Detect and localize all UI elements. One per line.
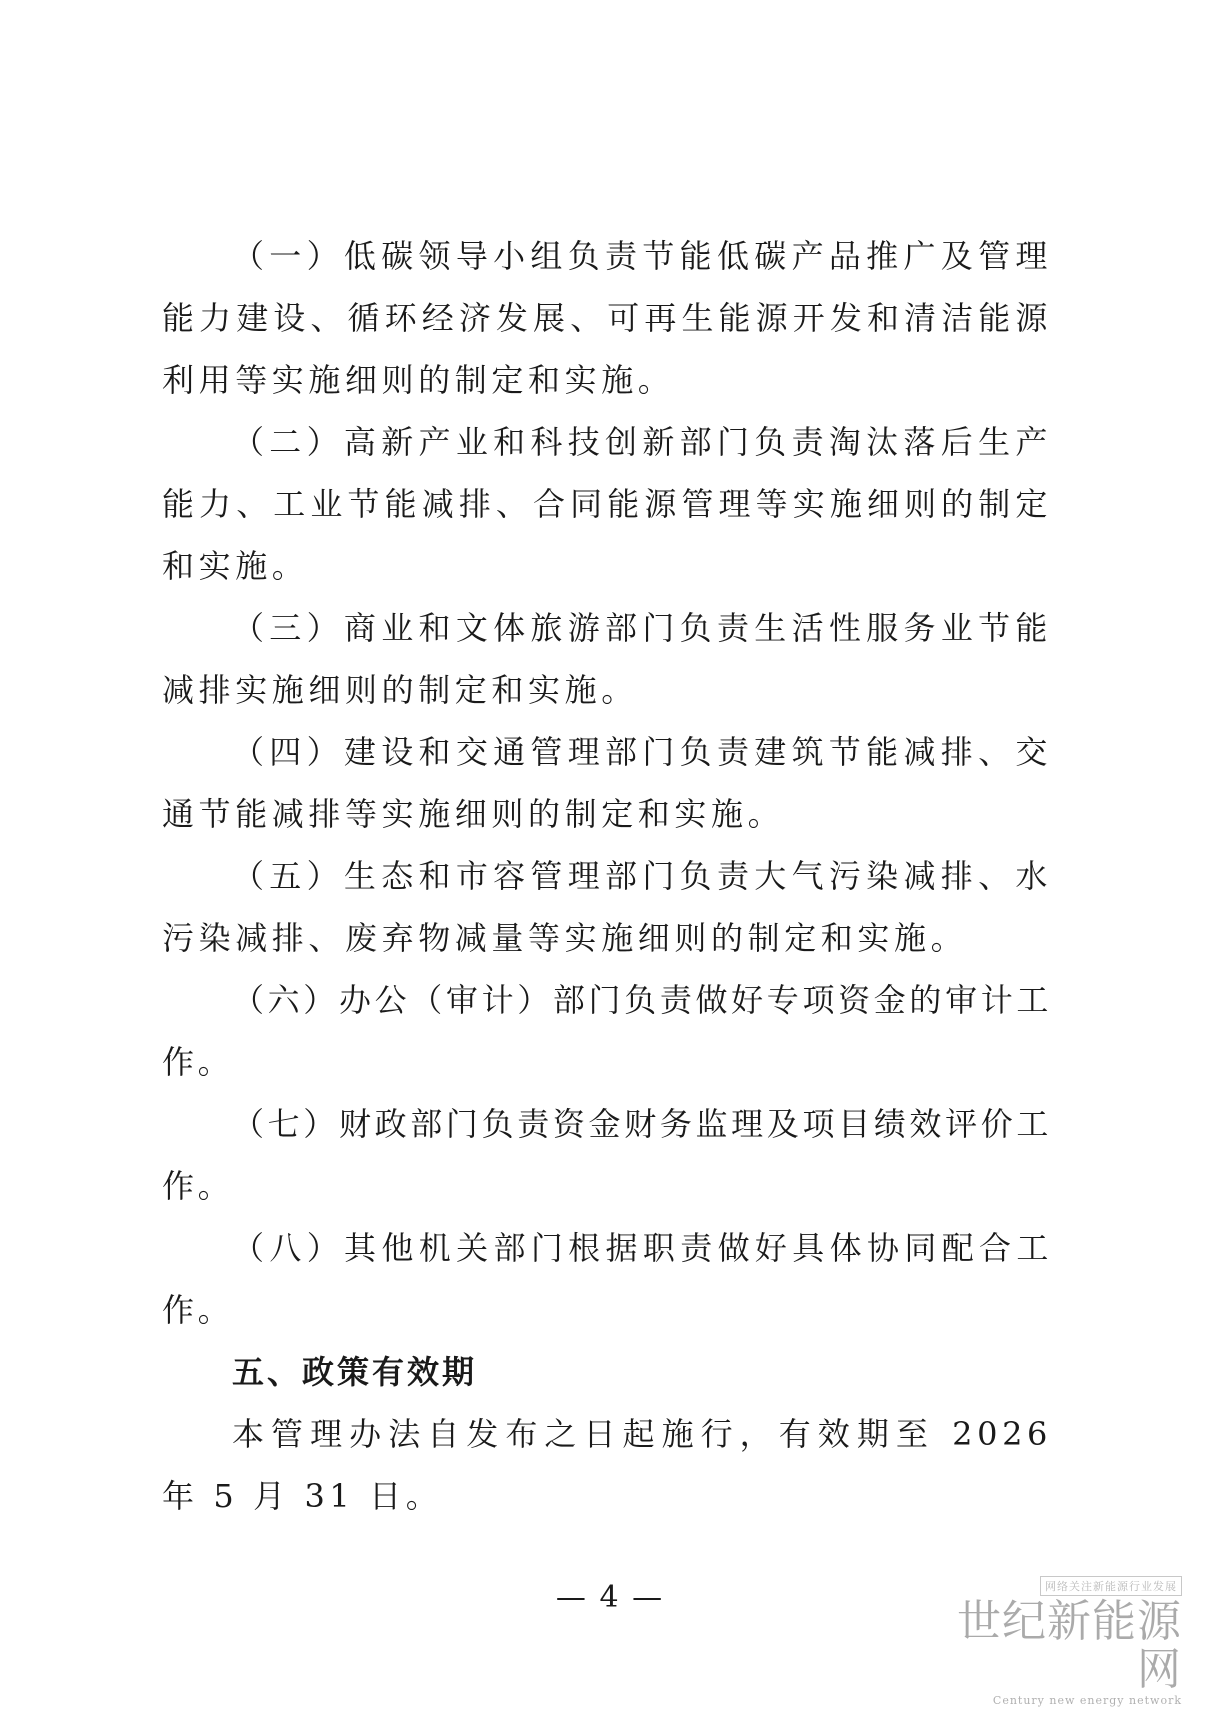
paragraph-4: （四）建设和交通管理部门负责建筑节能减排、交通节能减排等实施细则的制定和实施。	[162, 733, 1052, 833]
paragraph-1: （一）低碳领导小组负责节能低碳产品推广及管理能力建设、循环经济发展、可再生能源开发和清洁能源利用等实施细则的制定和实施。	[162, 237, 1052, 399]
paragraph-6: （六）办公（审计）部门负责做好专项资金的审计工作。	[162, 981, 1052, 1081]
paragraph-3: （三）商业和文体旅游部门负责生活性服务业节能减排实施细则的制定和实施。	[162, 609, 1052, 709]
watermark-tagline: 网络关注新能源行业发展	[1040, 1576, 1182, 1596]
paragraph-7: （七）财政部门负责资金财务监理及项目绩效评价工作。	[162, 1105, 1052, 1205]
watermark-english: Century new energy network	[992, 1694, 1182, 1707]
page-number: — 4 —	[555, 1580, 665, 1615]
paragraph-5: （五）生态和市容管理部门负责大气污染减排、水污染减排、废弃物减量等实施细则的制定和实施。	[162, 857, 1052, 957]
document-body	[162, 225, 1052, 1527]
watermark-brand: 世纪新能源网	[957, 1596, 1182, 1695]
final-paragraph: 本管理办法自发布之日起施行，有效期至 2026 年 5 月 31 日。	[162, 1415, 1052, 1515]
section-heading: 五、政策有效期	[232, 1353, 478, 1391]
watermark	[957, 1575, 1182, 1707]
paragraph-2: （二）高新产业和科技创新部门负责淘汰落后生产能力、工业节能减排、合同能源管理等实施细则的制定和实施。	[162, 423, 1052, 585]
paragraph-8: （八）其他机关部门根据职责做好具体协同配合工作。	[162, 1229, 1052, 1329]
